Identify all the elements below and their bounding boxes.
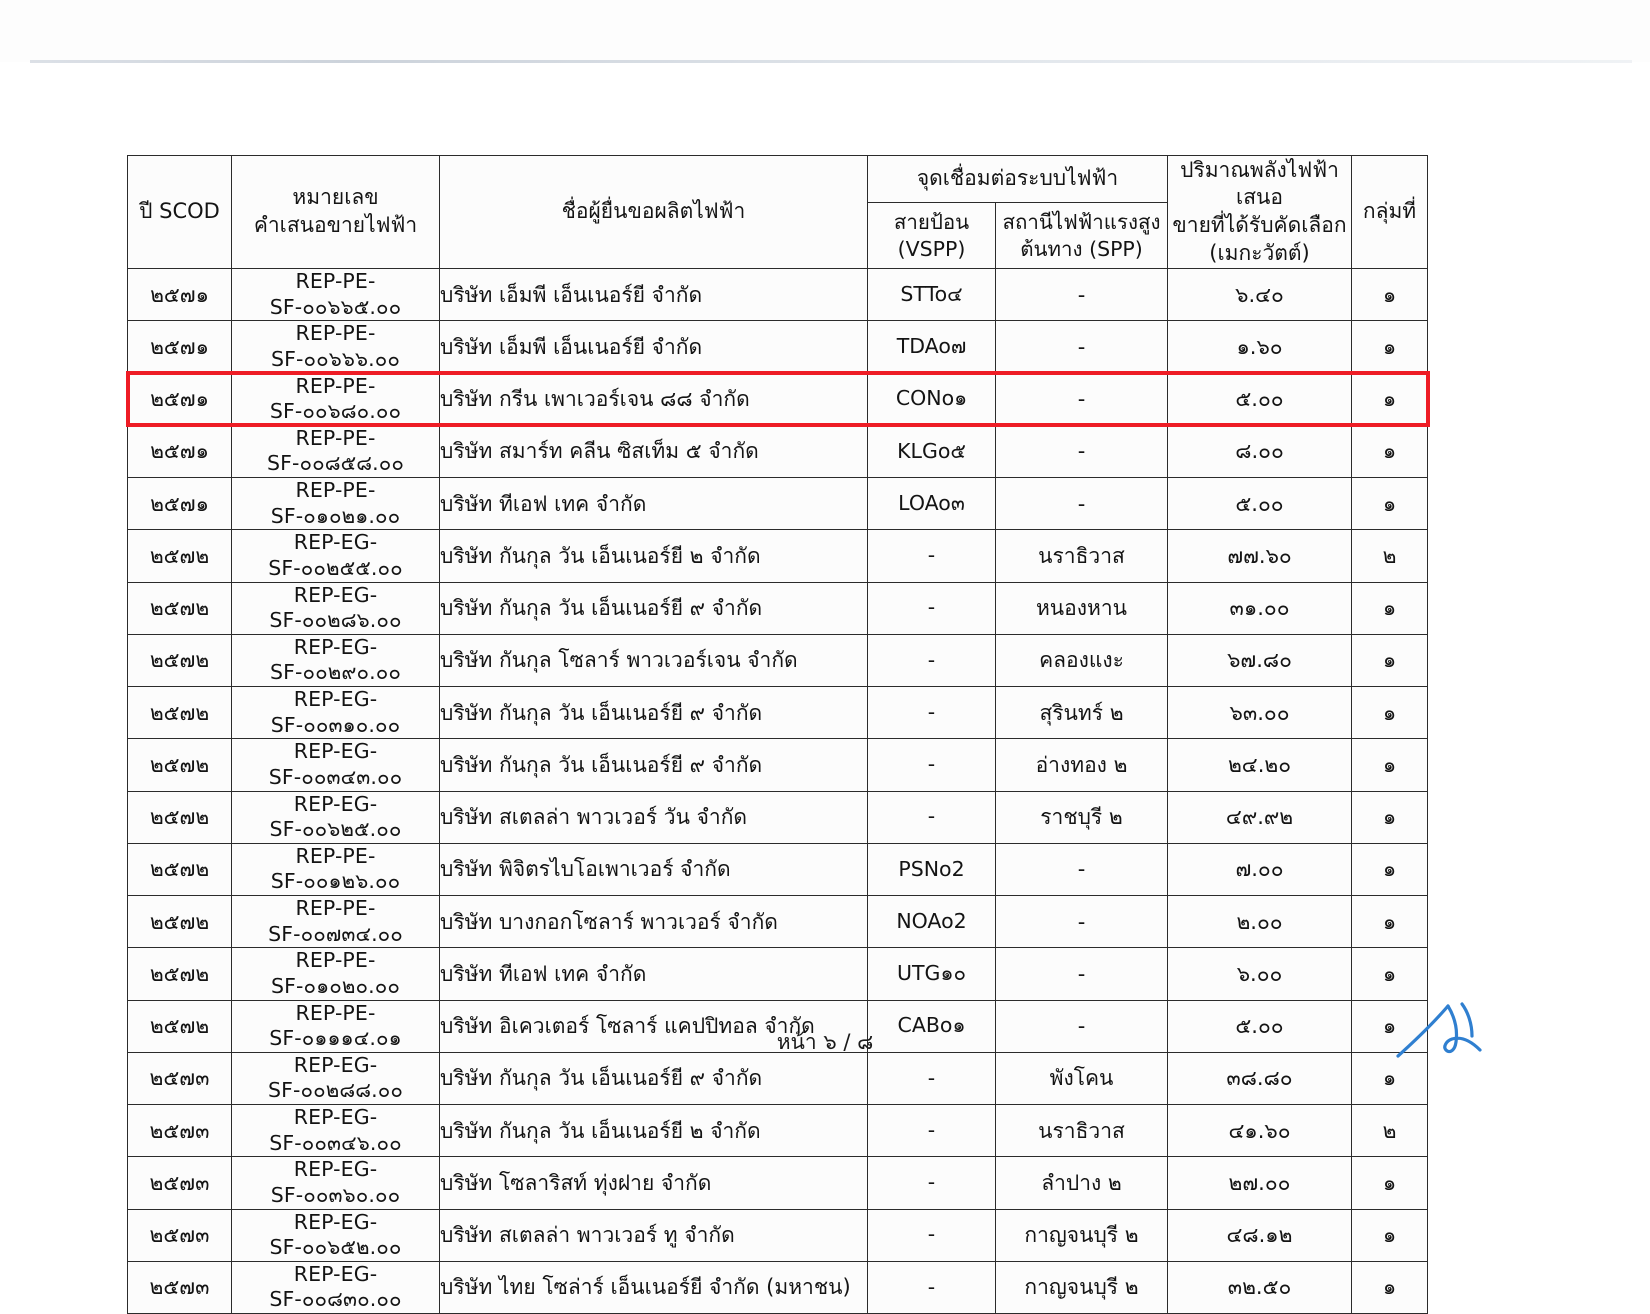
cell-scod-year: ๒๕๗๒: [128, 791, 232, 843]
table-row: [128, 321, 1428, 373]
table-row: [128, 1157, 1428, 1209]
cell-proposal-number: REP-EG-SF-๐๐๓๑๐.๐๐: [232, 687, 440, 739]
page-number-text: หน้า ๖ / ๘: [776, 1030, 874, 1054]
cell-applicant-name: บริษัท กันกุล โซลาร์ พาวเวอร์เจน จำกัด: [440, 634, 868, 686]
cell-applicant-name: บริษัท ทีเอฟ เทค จำกัด: [440, 948, 868, 1000]
cell-vspp-feeder: TDAo๗: [868, 321, 996, 373]
cell-group: ๑: [1352, 582, 1428, 634]
cell-group: ๑: [1352, 791, 1428, 843]
cell-capacity-mw: ๖.๐๐: [1168, 948, 1352, 1000]
cell-group: ๑: [1352, 425, 1428, 477]
header-row-top: [128, 156, 1428, 203]
cell-group: ๑: [1352, 739, 1428, 791]
cell-proposal-number: REP-PE-SF-๐๐๖๖๕.๐๐: [232, 269, 440, 321]
table-row: [128, 843, 1428, 895]
cell-capacity-mw: ๒๔.๒๐: [1168, 739, 1352, 791]
cell-proposal-number: REP-PE-SF-๐๑๐๒๐.๐๐: [232, 948, 440, 1000]
cell-capacity-mw: ๗.๐๐: [1168, 843, 1352, 895]
cell-proposal-number: REP-EG-SF-๐๐๒๘๘.๐๐: [232, 1052, 440, 1104]
cell-vspp-feeder: STTo๔: [868, 269, 996, 321]
cell-capacity-mw: ๗๗.๖๐: [1168, 530, 1352, 582]
cell-vspp-feeder: -: [868, 1157, 996, 1209]
cell-scod-year: ๒๕๗๓: [128, 1052, 232, 1104]
cell-vspp-feeder: -: [868, 687, 996, 739]
cell-capacity-mw: ๕.๐๐: [1168, 373, 1352, 425]
cell-applicant-name: บริษัท กันกุล วัน เอ็นเนอร์ยี ๙ จำกัด: [440, 739, 868, 791]
table-body: [128, 269, 1428, 1314]
table-row: [128, 425, 1428, 477]
table-row: [128, 896, 1428, 948]
cell-spp-substation: -: [996, 843, 1168, 895]
header-text-scod-year: ปี SCOD: [139, 199, 220, 224]
handwritten-initial-signature: [1392, 998, 1502, 1060]
table-row: [128, 530, 1428, 582]
cell-scod-year: ๒๕๗๒: [128, 1000, 232, 1052]
header-text-vspp-line1: สายป้อน: [893, 209, 970, 234]
table-row: [128, 634, 1428, 686]
cell-spp-substation: ลำปาง ๒: [996, 1157, 1168, 1209]
cell-proposal-number: REP-PE-SF-๐๐๑๒๖.๐๐: [232, 843, 440, 895]
cell-applicant-name: บริษัท สเตลล่า พาวเวอร์ วัน จำกัด: [440, 791, 868, 843]
cell-applicant-name: บริษัท กันกุล วัน เอ็นเนอร์ยี ๙ จำกัด: [440, 582, 868, 634]
cell-group: ๒: [1352, 530, 1428, 582]
cell-group: ๑: [1352, 1261, 1428, 1313]
table-row: [128, 582, 1428, 634]
cell-spp-substation: อ่างทอง ๒: [996, 739, 1168, 791]
column-header-capacity: [1168, 156, 1352, 269]
cell-spp-substation: -: [996, 269, 1168, 321]
cell-vspp-feeder: CABo๑: [868, 1000, 996, 1052]
cell-group: ๑: [1352, 948, 1428, 1000]
cell-scod-year: ๒๕๗๓: [128, 1157, 232, 1209]
cell-group: ๑: [1352, 1000, 1428, 1052]
cell-applicant-name: บริษัท ทีเอฟ เทค จำกัด: [440, 478, 868, 530]
cell-spp-substation: คลองแงะ: [996, 634, 1168, 686]
cell-applicant-name: บริษัท อิเควเตอร์ โซลาร์ แคปปิทอล จำกัด: [440, 1000, 868, 1052]
selected-projects-table-container: [127, 155, 1427, 1314]
cell-applicant-name: บริษัท เอ็มพี เอ็นเนอร์ยี จำกัด: [440, 269, 868, 321]
cell-applicant-name: บริษัท สมาร์ท คลีน ซิสเท็ม ๕ จำกัด: [440, 425, 868, 477]
cell-scod-year: ๒๕๗๒: [128, 634, 232, 686]
cell-proposal-number: REP-EG-SF-๐๐๒๙๐.๐๐: [232, 634, 440, 686]
cell-proposal-number: REP-PE-SF-๐๑๐๒๑.๐๐: [232, 478, 440, 530]
cell-group: ๑: [1352, 1209, 1428, 1261]
cell-scod-year: ๒๕๗๑: [128, 425, 232, 477]
cell-capacity-mw: ๒.๐๐: [1168, 896, 1352, 948]
cell-group: ๑: [1352, 687, 1428, 739]
cell-capacity-mw: ๕.๐๐: [1168, 1000, 1352, 1052]
cell-scod-year: ๒๕๗๒: [128, 948, 232, 1000]
cell-vspp-feeder: -: [868, 1105, 996, 1157]
cell-scod-year: ๒๕๗๑: [128, 478, 232, 530]
header-text-proposal-number-line1: หมายเลข: [292, 185, 379, 210]
cell-scod-year: ๒๕๗๑: [128, 269, 232, 321]
cell-spp-substation: นราธิวาส: [996, 1105, 1168, 1157]
cell-capacity-mw: ๓๒.๕๐: [1168, 1261, 1352, 1313]
table-row: [128, 478, 1428, 530]
cell-group: ๑: [1352, 478, 1428, 530]
cell-vspp-feeder: -: [868, 739, 996, 791]
cell-applicant-name: บริษัท เอ็มพี เอ็นเนอร์ยี จำกัด: [440, 321, 868, 373]
cell-proposal-number: REP-PE-SF-๐๑๑๑๔.๐๑: [232, 1000, 440, 1052]
cell-spp-substation: -: [996, 321, 1168, 373]
column-header-scod-year: [128, 156, 232, 269]
cell-proposal-number: REP-EG-SF-๐๐๒๘๖.๐๐: [232, 582, 440, 634]
cell-capacity-mw: ๖๗.๘๐: [1168, 634, 1352, 686]
cell-spp-substation: ราชบุรี ๒: [996, 791, 1168, 843]
cell-spp-substation: กาญจนบุรี ๒: [996, 1209, 1168, 1261]
cell-scod-year: ๒๕๗๒: [128, 843, 232, 895]
table-row: [128, 739, 1428, 791]
selected-projects-table: [127, 155, 1428, 1314]
cell-scod-year: ๒๕๗๒: [128, 530, 232, 582]
cell-capacity-mw: ๔๙.๙๒: [1168, 791, 1352, 843]
cell-proposal-number: REP-PE-SF-๐๐๗๓๔.๐๐: [232, 896, 440, 948]
cell-capacity-mw: ๔๑.๖๐: [1168, 1105, 1352, 1157]
cell-group: ๑: [1352, 1157, 1428, 1209]
cell-vspp-feeder: UTG๑๐: [868, 948, 996, 1000]
cell-proposal-number: REP-PE-SF-๐๐๖๘๐.๐๐: [232, 373, 440, 425]
cell-applicant-name: บริษัท ไทย โซล่าร์ เอ็นเนอร์ยี จำกัด (มหาชน): [440, 1261, 868, 1313]
cell-spp-substation: นราธิวาส: [996, 530, 1168, 582]
table-row: [128, 687, 1428, 739]
column-header-spp-substation: [996, 203, 1168, 269]
header-text-group: กลุ่มที่: [1362, 199, 1417, 224]
cell-group: ๑: [1352, 896, 1428, 948]
header-text-capacity-line3: (เมกะวัตต์): [1209, 240, 1310, 265]
cell-vspp-feeder: -: [868, 1052, 996, 1104]
cell-applicant-name: บริษัท โซลาริสท์ ทุ่งฝาย จำกัด: [440, 1157, 868, 1209]
cell-vspp-feeder: -: [868, 582, 996, 634]
table-row: [128, 1261, 1428, 1313]
cell-capacity-mw: ๒๗.๐๐: [1168, 1157, 1352, 1209]
column-header-vspp-feeder: [868, 203, 996, 269]
cell-proposal-number: REP-EG-SF-๐๐๒๕๕.๐๐: [232, 530, 440, 582]
cell-spp-substation: -: [996, 373, 1168, 425]
cell-applicant-name: บริษัท กรีน เพาเวอร์เจน ๘๘ จำกัด: [440, 373, 868, 425]
cell-applicant-name: บริษัท กันกุล วัน เอ็นเนอร์ยี ๙ จำกัด: [440, 687, 868, 739]
table-row: [128, 791, 1428, 843]
cell-capacity-mw: ๕.๐๐: [1168, 478, 1352, 530]
table-row: [128, 1052, 1428, 1104]
cell-vspp-feeder: -: [868, 530, 996, 582]
cell-vspp-feeder: KLGo๕: [868, 425, 996, 477]
table-row: [128, 269, 1428, 321]
cell-scod-year: ๒๕๗๓: [128, 1209, 232, 1261]
cell-applicant-name: บริษัท กันกุล วัน เอ็นเนอร์ยี ๒ จำกัด: [440, 530, 868, 582]
cell-proposal-number: REP-EG-SF-๐๐๖๕๒.๐๐: [232, 1209, 440, 1261]
cell-capacity-mw: ๖.๔๐: [1168, 269, 1352, 321]
cell-applicant-name: บริษัท กันกุล วัน เอ็นเนอร์ยี ๒ จำกัด: [440, 1105, 868, 1157]
cell-capacity-mw: ๑.๖๐: [1168, 321, 1352, 373]
cell-spp-substation: -: [996, 1000, 1168, 1052]
cell-vspp-feeder: -: [868, 791, 996, 843]
cell-vspp-feeder: -: [868, 1261, 996, 1313]
cell-capacity-mw: ๓๘.๘๐: [1168, 1052, 1352, 1104]
cell-proposal-number: REP-PE-SF-๐๐๖๖๖.๐๐: [232, 321, 440, 373]
cell-capacity-mw: ๔๘.๑๒: [1168, 1209, 1352, 1261]
cell-proposal-number: REP-EG-SF-๐๐๓๖๐.๐๐: [232, 1157, 440, 1209]
table-header: [128, 156, 1428, 269]
table-row: [128, 1209, 1428, 1261]
cell-spp-substation: พังโคน: [996, 1052, 1168, 1104]
cell-vspp-feeder: NOAo2: [868, 896, 996, 948]
cell-vspp-feeder: PSNo2: [868, 843, 996, 895]
header-text-applicant-name: ชื่อผู้ยื่นขอผลิตไฟฟ้า: [561, 199, 746, 224]
cell-spp-substation: กาญจนบุรี ๒: [996, 1261, 1168, 1313]
cell-spp-substation: หนองหาน: [996, 582, 1168, 634]
cell-scod-year: ๒๕๗๓: [128, 1261, 232, 1313]
cell-applicant-name: บริษัท สเตลล่า พาวเวอร์ ทู จำกัด: [440, 1209, 868, 1261]
column-header-group: [1352, 156, 1428, 269]
column-header-applicant-name: [440, 156, 868, 269]
cell-spp-substation: -: [996, 478, 1168, 530]
cell-group: ๒: [1352, 1105, 1428, 1157]
cell-group: ๑: [1352, 373, 1428, 425]
cell-group: ๑: [1352, 1052, 1428, 1104]
table-row: [128, 373, 1428, 425]
cell-scod-year: ๒๕๗๒: [128, 896, 232, 948]
cell-spp-substation: -: [996, 948, 1168, 1000]
cell-proposal-number: REP-EG-SF-๐๐๘๓๐.๐๐: [232, 1261, 440, 1313]
cell-group: ๑: [1352, 634, 1428, 686]
cell-capacity-mw: ๓๑.๐๐: [1168, 582, 1352, 634]
cell-scod-year: ๒๕๗๑: [128, 321, 232, 373]
column-header-proposal-number: [232, 156, 440, 269]
page-top-edge: [0, 0, 1650, 62]
cell-vspp-feeder: CONo๑: [868, 373, 996, 425]
header-text-capacity-line1: ปริมาณพลังไฟฟ้าเสนอ: [1180, 157, 1339, 210]
cell-spp-substation: สุรินทร์ ๒: [996, 687, 1168, 739]
cell-capacity-mw: ๖๓.๐๐: [1168, 687, 1352, 739]
cell-scod-year: ๒๕๗๒: [128, 582, 232, 634]
cell-capacity-mw: ๘.๐๐: [1168, 425, 1352, 477]
cell-proposal-number: REP-EG-SF-๐๐๖๒๕.๐๐: [232, 791, 440, 843]
header-text-spp-line2: ต้นทาง (SPP): [1020, 236, 1143, 261]
table-row: [128, 1105, 1428, 1157]
cell-scod-year: ๒๕๗๒: [128, 739, 232, 791]
table-row: [128, 948, 1428, 1000]
header-text-connection-point: จุดเชื่อมต่อระบบไฟฟ้า: [916, 166, 1119, 191]
header-text-vspp-line2: (VSPP): [897, 236, 966, 261]
cell-group: ๑: [1352, 843, 1428, 895]
cell-scod-year: ๒๕๗๑: [128, 373, 232, 425]
header-text-capacity-line2: ขายที่ได้รับคัดเลือก: [1172, 213, 1347, 237]
cell-vspp-feeder: LOAo๓: [868, 478, 996, 530]
cell-proposal-number: REP-PE-SF-๐๐๘๕๘.๐๐: [232, 425, 440, 477]
header-text-proposal-number-line2: คำเสนอขายไฟฟ้า: [253, 213, 418, 237]
cell-applicant-name: บริษัท บางกอกโซลาร์ พาวเวอร์ จำกัด: [440, 896, 868, 948]
cell-applicant-name: บริษัท กันกุล วัน เอ็นเนอร์ยี ๙ จำกัด: [440, 1052, 868, 1104]
cell-spp-substation: -: [996, 425, 1168, 477]
cell-scod-year: ๒๕๗๒: [128, 687, 232, 739]
header-text-spp-line1: สถานีไฟฟ้าแรงสูง: [1002, 209, 1161, 234]
cell-spp-substation: -: [996, 896, 1168, 948]
cell-proposal-number: REP-EG-SF-๐๐๓๔๓.๐๐: [232, 739, 440, 791]
cell-vspp-feeder: -: [868, 1209, 996, 1261]
cell-proposal-number: REP-EG-SF-๐๐๓๔๖.๐๐: [232, 1105, 440, 1157]
cell-group: ๑: [1352, 321, 1428, 373]
cell-applicant-name: บริษัท พิจิตรไบโอเพาเวอร์ จำกัด: [440, 843, 868, 895]
cell-vspp-feeder: -: [868, 634, 996, 686]
page-top-border-line: [30, 60, 1632, 63]
column-header-connection-point: [868, 156, 1168, 203]
cell-group: ๑: [1352, 269, 1428, 321]
cell-scod-year: ๒๕๗๓: [128, 1105, 232, 1157]
